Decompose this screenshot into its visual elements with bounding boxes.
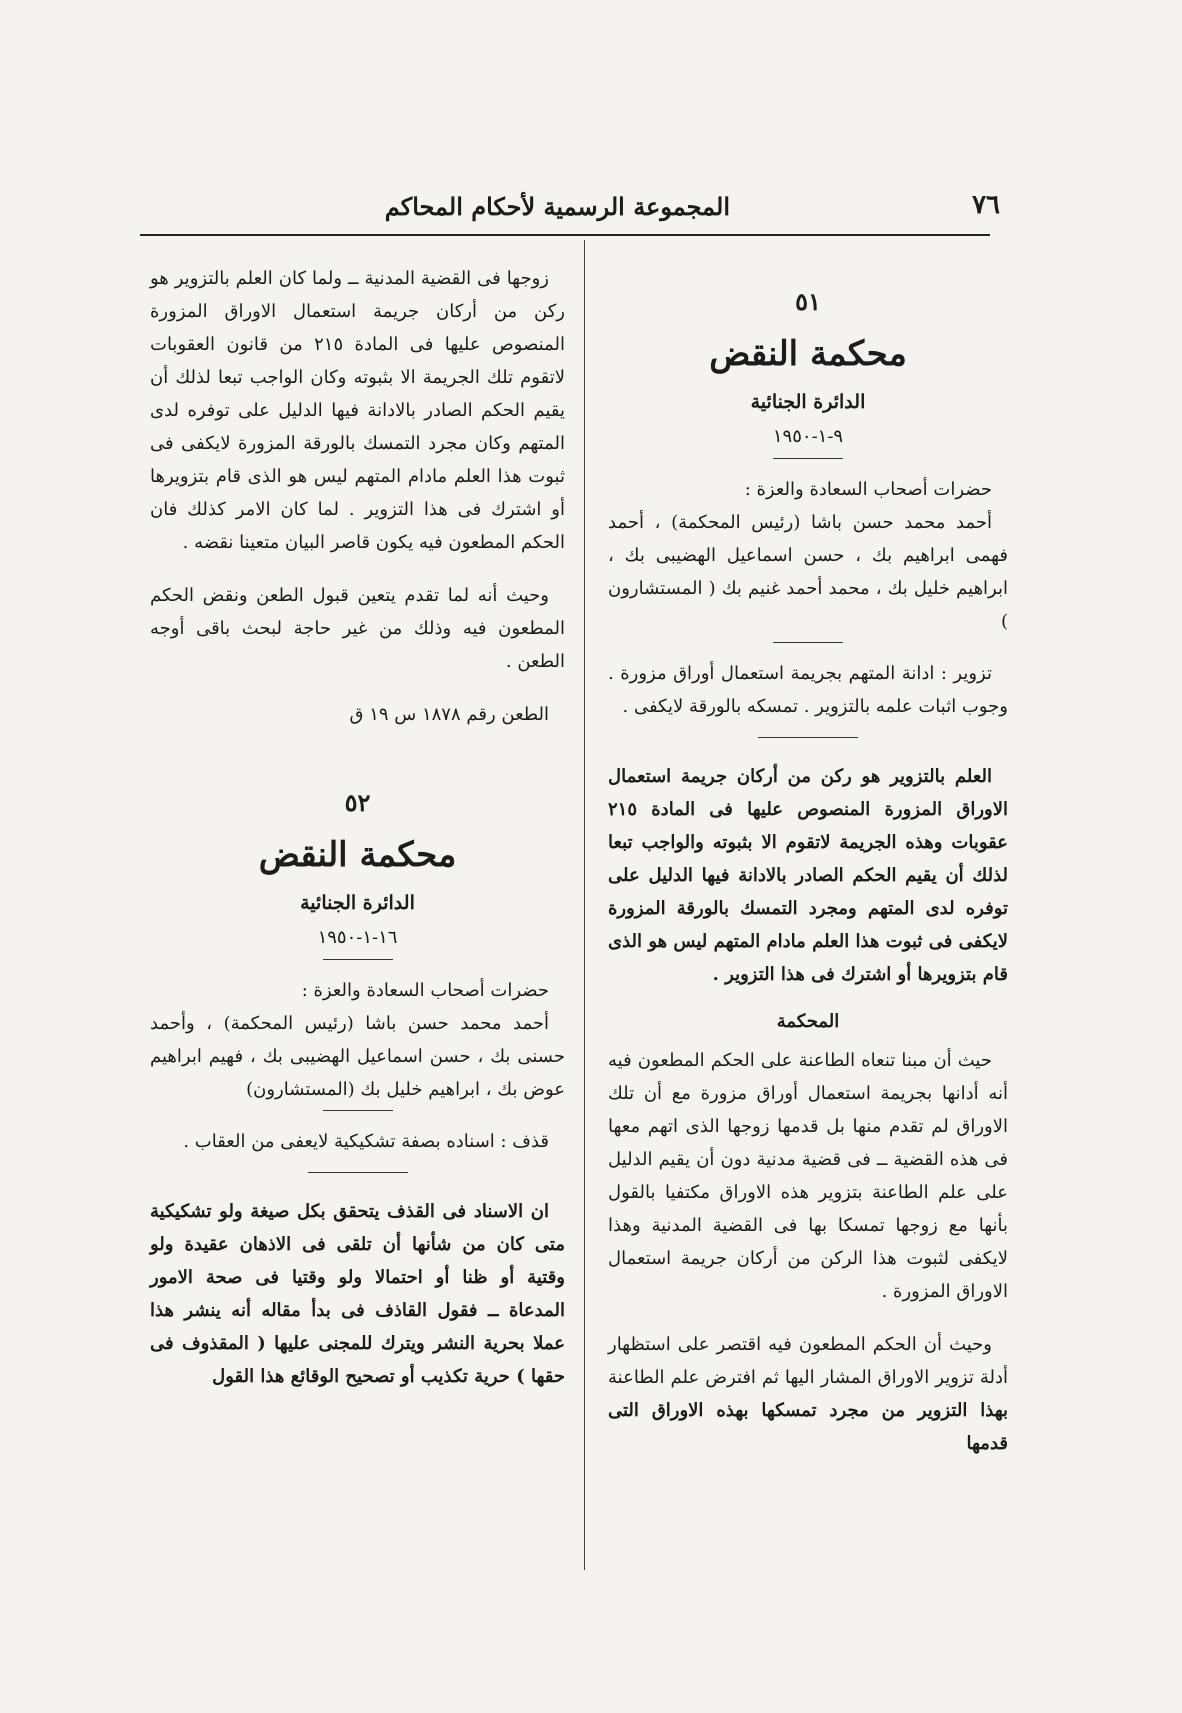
judgment-text-bold: بهذا التزوير من مجرد تمسكها بهذه الاوراق التى قدمها <box>608 1400 1008 1454</box>
judgment-text: وحيث أن الحكم المطعون فيه اقتصر على استظهار أدلة تزوير الاوراق المشار اليها ثم افترض علم الطاعنة <box>608 1334 1008 1388</box>
attendance-intro: حضرات أصحاب السعادة والعزة : <box>301 980 549 1001</box>
divider <box>773 458 843 459</box>
journal-title: المجموعة الرسمية لأحكام المحاكم <box>384 192 730 221</box>
court-name: محكمة النقض <box>258 835 457 875</box>
divider <box>323 1110 393 1111</box>
attendance-intro: حضرات أصحاب السعادة والعزة : <box>744 479 992 500</box>
page-number: ٧٦ <box>972 190 1000 220</box>
conclusion-paragraph: وحيث أنه لما تقدم يتعين قبول الطعن ونقض الحكم المطعون فيه وذلك من غير حاجة لبحث باقى أوجه الطعن . <box>150 585 565 672</box>
legal-principle: ان الاسناد فى القذف يتحقق بكل صيغة ولو تشكيكية متى كان من شأنها أن تلقى فى الاذهان عقيدة ولو وقتية أو ظنا أو احتمالا ولو وقتيا فى صحة الامور المدعاة ــ فقول القاذف فى بدأ مقاله أنه ينشر هذا عملا بحرية النشر ويترك للمجنى عليها ( المقذوف فى حقها ) حرية تكذيب أو تصحيح الوقائع هذا القول <box>150 1201 565 1387</box>
case-summary: تزوير : ادانة المتهم بجريمة استعمال أوراق مزورة . وجوب اثبات علمه بالتزوير . تمسكه بالورقة لايكفى . <box>608 663 1008 717</box>
header-rule <box>140 234 990 236</box>
judges-list: أحمد محمد حسن باشا (رئيس المحكمة) ، وأحمد حسنى بك ، حسن اسماعيل الهضيبى بك ، فهيم ابراهيم عوض بك ، ابراهيم خليل بك (المستشارون) <box>150 1013 565 1100</box>
judgment-paragraph: حيث أن مبنا تنعاه الطاعنة على الحكم المطعون فيه أنه أدانها بجريمة استعمال أوراق مزورة مع أن تلك الاوراق لم تقدم منها بل قدمها زوجها الذى اتهم معها فى هذه القضية ــ فى قضية مدنية دون أن يقيم الدليل على علم الطاعنة بتزوير هذه الاوراق مكتفيا بالقول بأنها مع زوجها تمسكا بها فى القضية المدنية وهذا لايكفى لثبوت هذا الركن من أركان جريمة استعمال الاوراق المزورة . <box>608 1050 1008 1302</box>
case-number: ٥٢ <box>344 788 371 817</box>
divider <box>323 959 393 960</box>
continuation-paragraph: زوجها فى القضية المدنية ــ ولما كان العلم بالتزوير هو ركن من أركان جريمة استعمال الاوراق المزورة المنصوص عليها فى المادة ٢١٥ من قانون العقوبات لاتقوم تلك الجريمة الا بثبوته وكان الواجب تبعا لذلك أن يقيم الحكم الصادر بالادانة فيها الدليل على توفره لدى المتهم وكان مجرد التمسك بالورقة المزورة لايكفى فى ثبوت هذا العلم مادام المتهم ليس هو الذى قام بتزويرها أو اشترك فى هذا التزوير . لما كان الامر كذلك فان الحكم المطعون فيه يكون قاصر البيان متعينا نقضه . <box>150 268 565 553</box>
court-name: محكمة النقض <box>709 334 907 374</box>
legal-principle: العلم بالتزوير هو ركن من أركان جريمة استعمال الاوراق المزورة المنصوص عليها فى المادة ٢١٥ عقوبات وهذه الجريمة لاتقوم الا بثبوته والواجب تبعا لذلك أن يقيم الحكم الصادر بالادانة فيها الدليل على توفره لدى المتهم ومجرد التمسك بالورقة المزورة لايكفى فى ثبوت هذا العلم مادام المتهم ليس هو الذى قام بتزويرها أو اشترك فى هذا التزوير . <box>608 766 1008 985</box>
column-divider <box>584 240 585 1570</box>
case-date: ١٦-١-١٩٥٠ <box>317 927 398 948</box>
divider <box>758 737 858 738</box>
case-summary: قذف : اسناده بصفة تشكيكية لايعفى من العقاب . <box>183 1131 549 1152</box>
court-circuit: الدائرة الجنائية <box>750 391 866 413</box>
judgment-paragraph <box>608 1328 1008 1460</box>
divider <box>308 1172 408 1173</box>
running-header <box>150 190 1000 232</box>
case-number: ٥١ <box>795 287 821 316</box>
judges-list: أحمد محمد حسن باشا (رئيس المحكمة) ، أحمد فهمى ابراهيم بك ، حسن اسماعيل الهضيبى بك ، ابراهيم خليل بك ، محمد أحمد غنيم بك ( المستشارون ) <box>608 512 1009 632</box>
right-column <box>608 282 1008 1460</box>
divider <box>773 642 843 643</box>
appeal-reference: الطعن رقم ١٨٧٨ س ١٩ ق <box>349 704 549 725</box>
court-circuit: الدائرة الجنائية <box>300 892 415 914</box>
left-column <box>150 262 565 1393</box>
judgment-heading: المحكمة <box>776 1011 840 1032</box>
case-date: ٩-١-١٩٥٠ <box>772 426 844 447</box>
